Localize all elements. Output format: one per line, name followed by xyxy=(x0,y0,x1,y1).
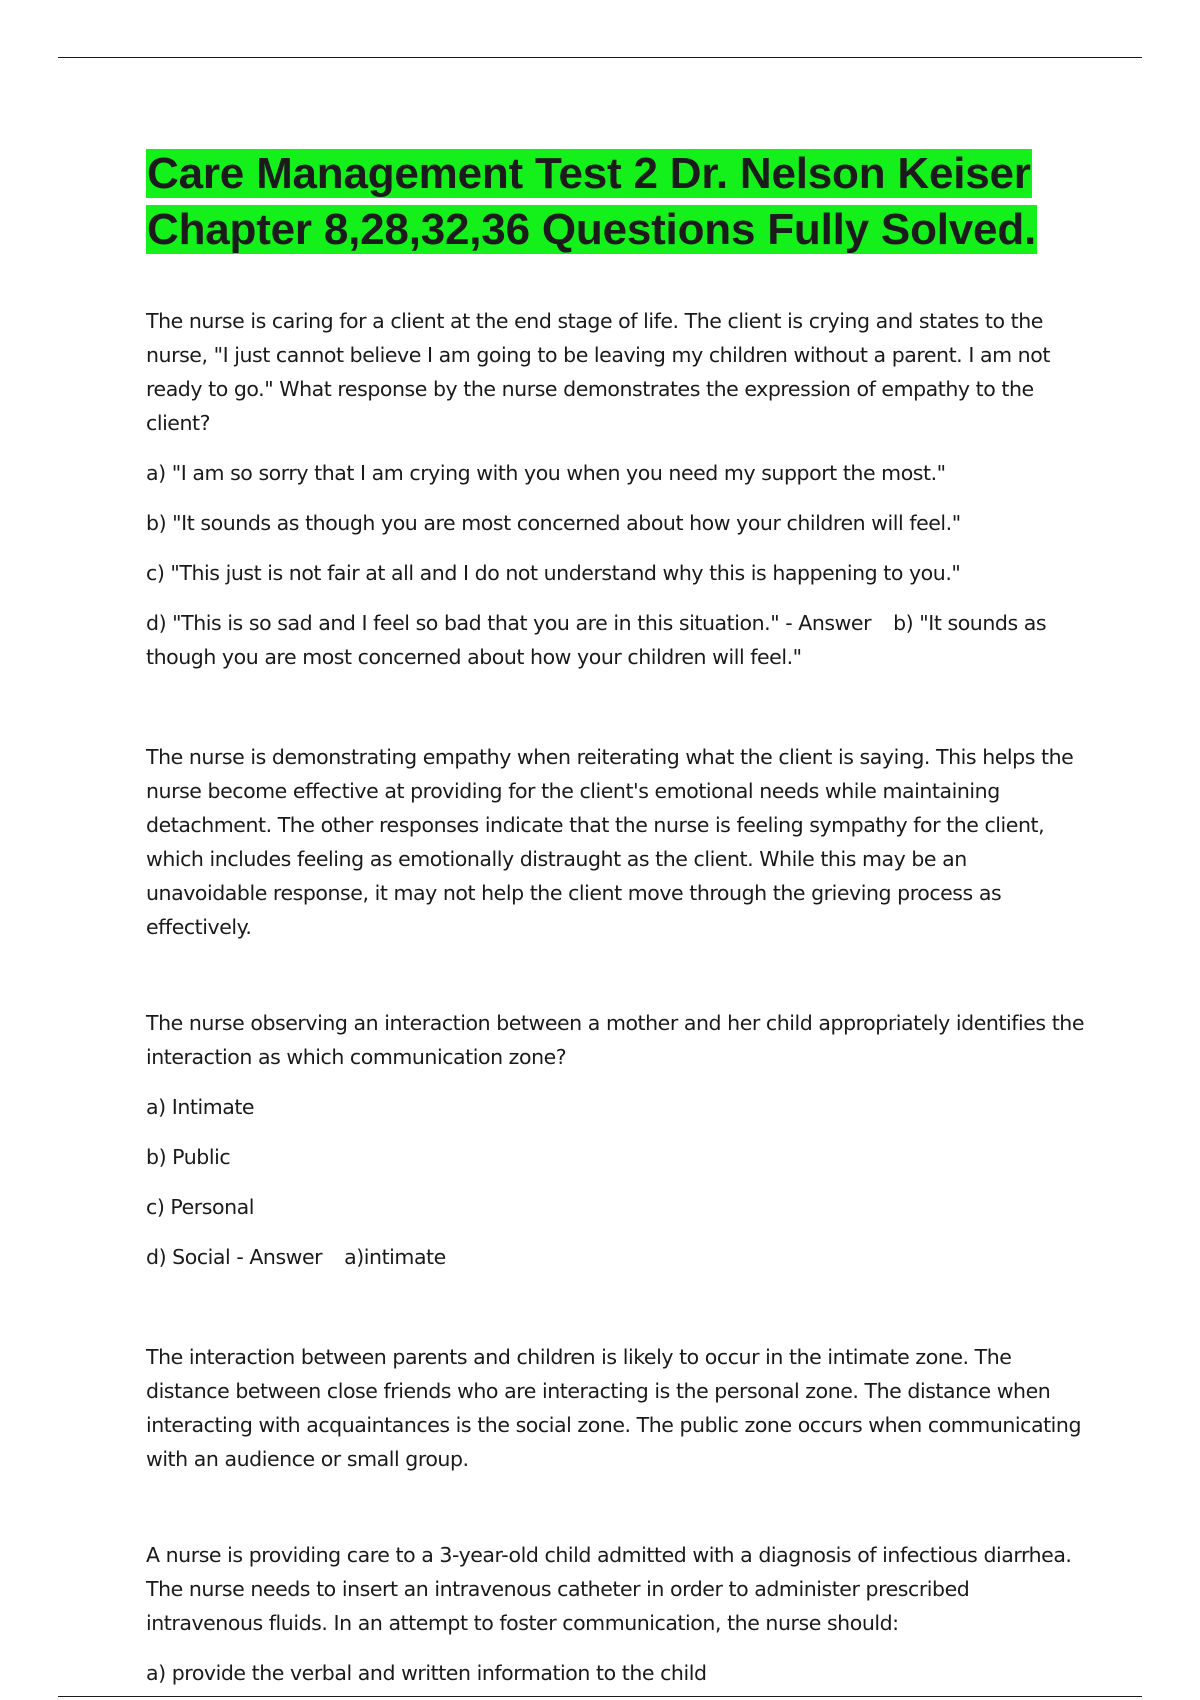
header-rule xyxy=(58,57,1142,58)
question-1-option-d: d) "This is so sad and I feel so bad that you are in this situation." - Answer xyxy=(146,611,872,635)
question-2-option-c: c) Personal xyxy=(146,1195,254,1219)
question-1-option-d-with-answer xyxy=(146,606,1086,674)
footer-rule xyxy=(58,1696,1142,1697)
title-highlight: Care Management Test 2 Dr. Nelson Keiser Chapter 8,28,32,36 Questions Fully Solved. xyxy=(147,149,1037,254)
question-2-option-d: d) Social - Answer xyxy=(146,1245,323,1269)
question-1-option-b: b) "It sounds as though you are most concerned about how your children will feel." xyxy=(146,511,961,535)
question-2-answer: a)intimate xyxy=(344,1245,446,1269)
question-3-option-a: a) provide the verbal and written information to the child xyxy=(146,1661,707,1685)
question-1-rationale: The nurse is demonstrating empathy when reiterating what the client is saying. This helps the nurse become effective at providing for the client's emotional needs while maintaining detachment. The other responses indicate that the nurse is feeling sympathy for the client, which includes feeling as emotionally distraught as the client. While this may be an unavoidable response, it may not help the client move through the grieving process as effectively. xyxy=(146,745,1074,939)
question-1-option-c: c) "This just is not fair at all and I do not understand why this is happening to you." xyxy=(146,561,961,585)
question-2-option-b: b) Public xyxy=(146,1145,231,1169)
question-2-option-d-with-answer xyxy=(146,1240,1086,1274)
question-2-rationale: The interaction between parents and children is likely to occur in the intimate zone. The distance between close friends who are interacting is the personal zone. The distance when interacting with acquaintances is the social zone. The public zone occurs when communicating with an audience or small group. xyxy=(146,1345,1082,1471)
question-3-stem: A nurse is providing care to a 3-year-old child admitted with a diagnosis of infectious diarrhea. The nurse needs to insert an intravenous catheter in order to administer prescribed intravenous fluids. In an attempt to foster communication, the nurse should: xyxy=(146,1543,1072,1635)
question-2-option-a: a) Intimate xyxy=(146,1095,255,1119)
question-2-stem: The nurse observing an interaction between a mother and her child appropriately identifies the interaction as which communication zone? xyxy=(146,1011,1085,1069)
document-title xyxy=(146,146,1086,258)
question-1-answer: b) "It sounds as though you are most concerned about how your children will feel." xyxy=(146,611,1047,669)
document-body xyxy=(146,146,1086,1690)
question-1-option-a: a) "I am so sorry that I am crying with you when you need my support the most." xyxy=(146,461,946,485)
question-1-stem: The nurse is caring for a client at the end stage of life. The client is crying and states to the nurse, "I just cannot believe I am going to be leaving my children without a parent. I am not ready to go." What response by the nurse demonstrates the expression of empathy to the client? xyxy=(146,309,1050,435)
